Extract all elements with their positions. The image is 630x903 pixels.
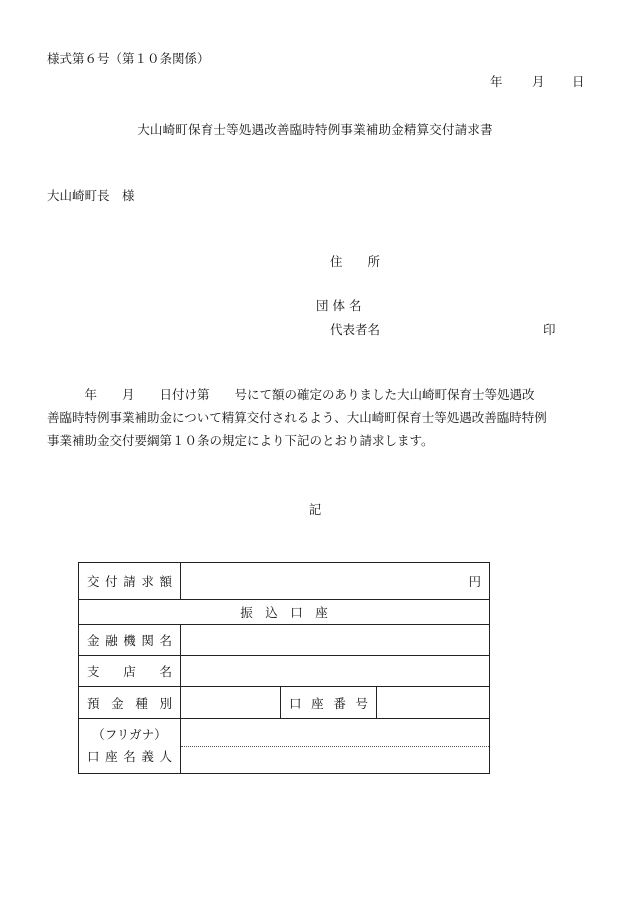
account-number-label: 口座番号 [281,687,377,719]
account-holder-cell [181,719,490,774]
furigana-label: （フリガナ） [92,727,167,742]
account-number-field[interactable] [377,687,490,719]
bank-name-field[interactable] [181,625,490,656]
organization-label: 団 体 名 [316,298,362,313]
body-line: 年 月 日付け第 号にて額の確定のありました大山崎町保育士等処遇改 [47,387,535,402]
account-holder-label: 口座名義人 [87,749,172,764]
date-month: 月 [532,74,545,89]
deposit-type-label: 預金種別 [79,687,181,719]
request-table [78,562,490,774]
body-line: 善臨時特例事業補助金について精算交付されるよう、大山崎町保育士等処遇改善臨時特例 [47,410,547,425]
deposit-type-field[interactable] [181,687,281,719]
account-holder-label-cell [79,719,181,774]
furigana-field[interactable] [181,719,489,747]
branch-name-field[interactable] [181,656,490,687]
body-line: 事業補助金交付要綱第１０条の規定により下記のとおり請求します。 [47,433,434,448]
bank-name-label: 金融機関名 [79,625,181,656]
amount-label: 交付請求額 [79,563,181,600]
addressee: 大山崎町長 様 [47,188,135,203]
transfer-account-header: 振 込 口 座 [79,600,490,625]
date-year: 年 [490,74,503,89]
seal-mark: 印 [543,322,556,337]
amount-field[interactable] [181,563,490,600]
branch-name-label: 支店名 [79,656,181,687]
representative-label: 代表者名 [330,322,381,337]
ki-heading: 記 [308,502,322,517]
request-body [47,383,587,452]
date-day: 日 [572,74,585,89]
yen-unit: 円 [468,574,481,589]
address-label: 住 所 [330,254,381,269]
account-holder-field[interactable] [181,747,489,774]
form-number: 様式第６号（第１０条関係） [47,51,210,66]
document-title: 大山崎町保育士等処遇改善臨時特例事業補助金精算交付請求書 [137,122,493,137]
